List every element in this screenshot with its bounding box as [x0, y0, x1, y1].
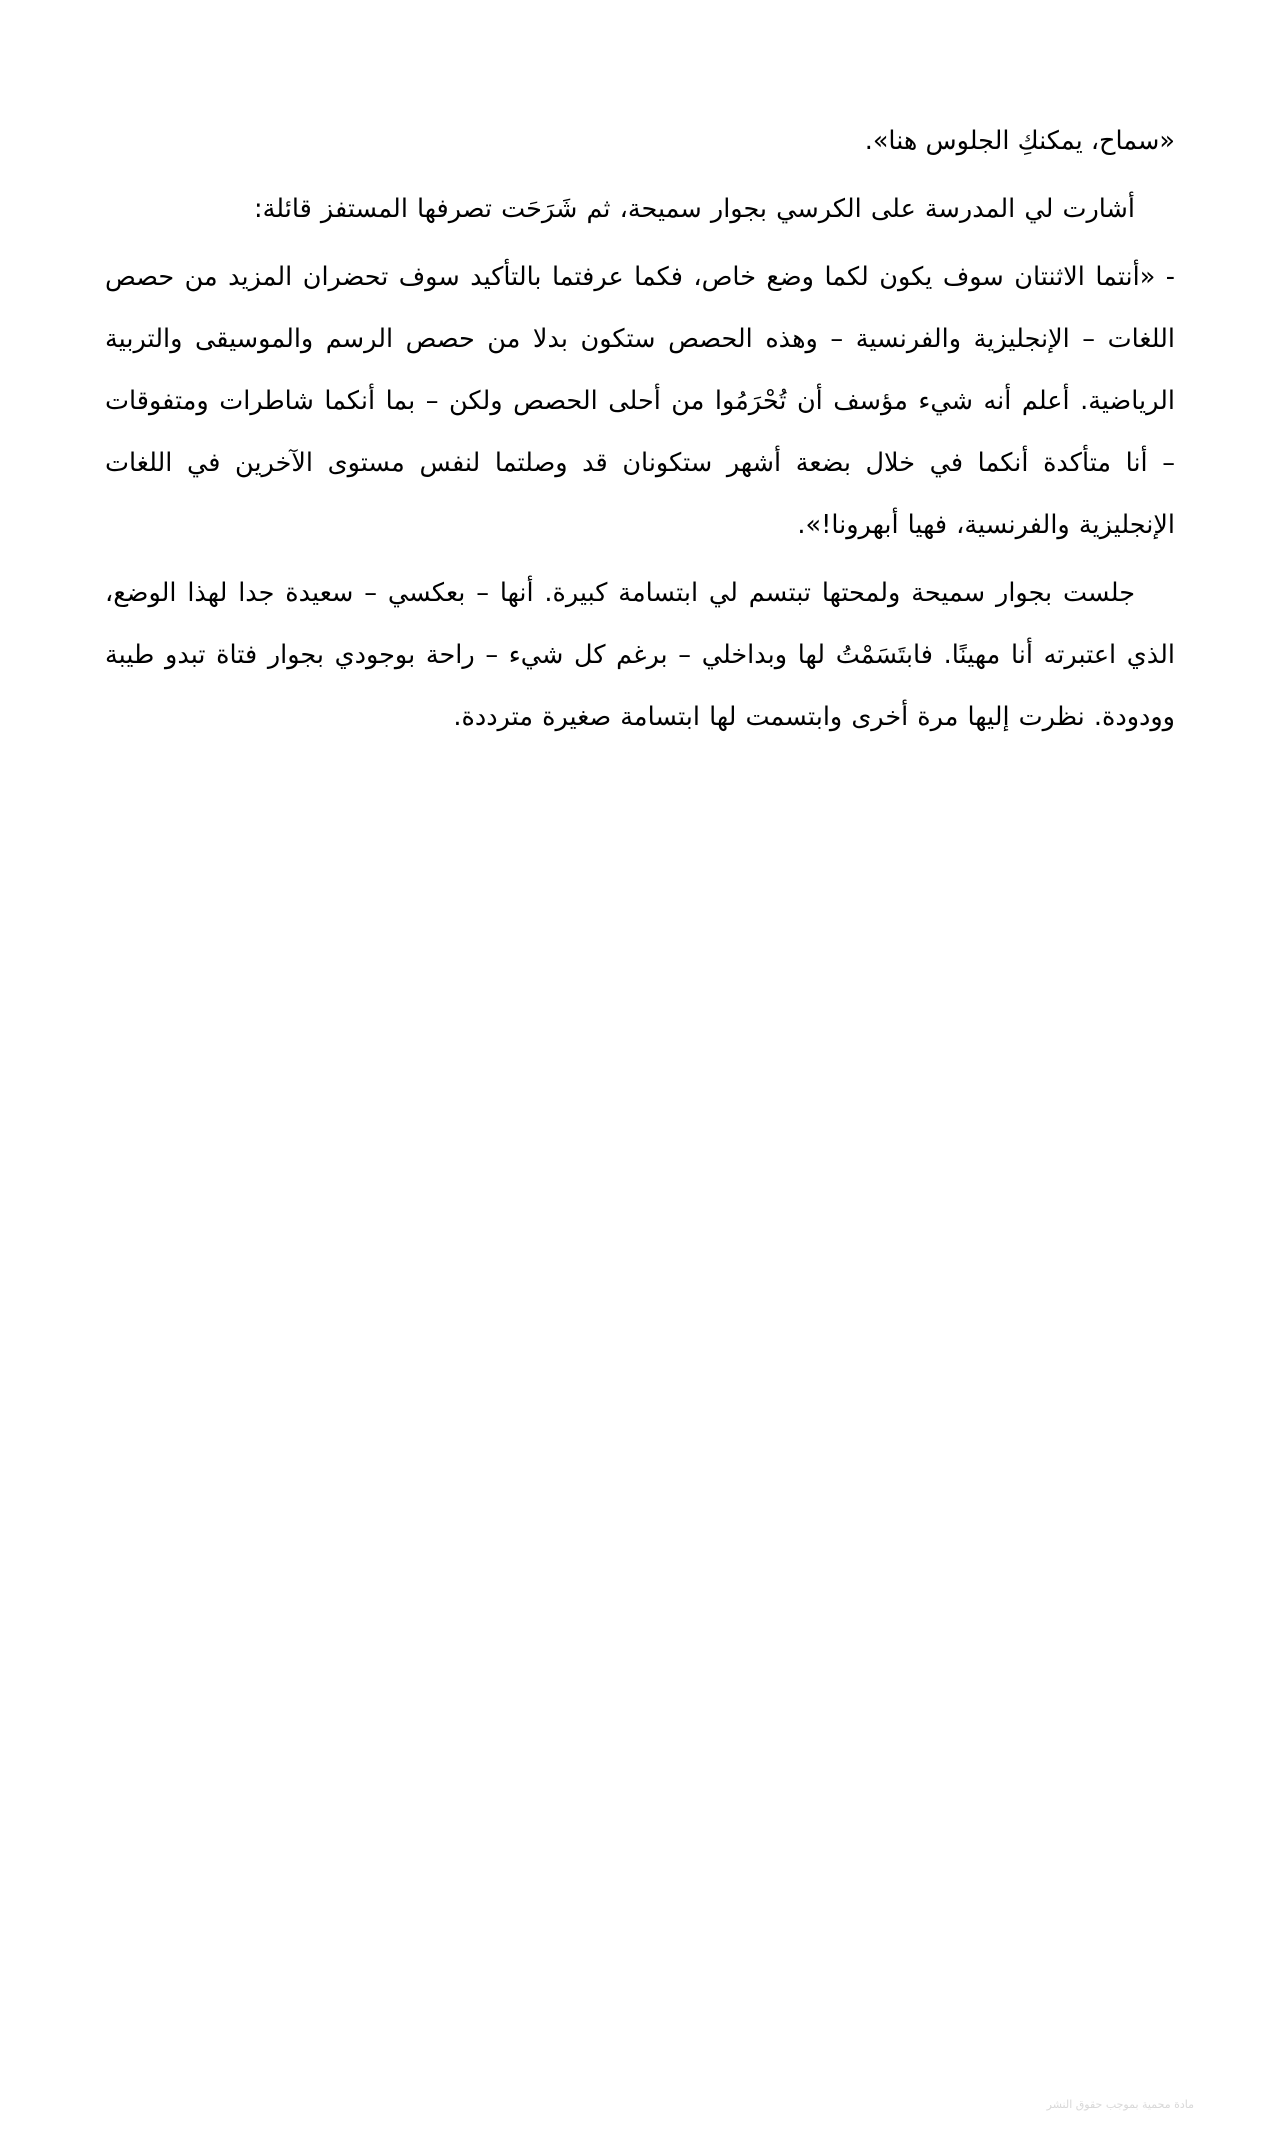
paragraph-narration-1: أشارت لي المدرسة على الكرسي بجوار سميحة، ثم شَرَحَت تصرفها المستفز قائلة:: [254, 194, 1135, 224]
paragraph-opening-quote: «سماح، يمكنكِ الجلوس هنا».: [864, 126, 1175, 156]
paragraph-narration-2: جلست بجوار سميحة ولمحتها تبتسم لي ابتسامة كبيرة. أنها – بعكسي – سعيدة جدا لهذا الوضع، الذي اعتبرته أنا مهينًا. فابتَسَمْتُ لها وبداخلي – برغم كل شيء – راحة بوجودي بجوار فتاة تبدو طيبة وودودة. نظرت إليها مرة أخرى وابتسمت لها ابتسامة صغيرة مترددة.: [105, 578, 1175, 732]
document-body: [105, 112, 1175, 754]
copyright-watermark: مادة محمية بموجب حقوق النشر: [1046, 2098, 1194, 2111]
paragraph-speech-1: - «أنتما الاثنتان سوف يكون لكما وضع خاص، فكما عرفتما بالتأكيد سوف تحضران المزيد من حصص اللغات – الإنجليزية والفرنسية – وهذه الحصص ستكون بدلا من حصص الرسم والموسيقى والتربية الرياضية. أعلم أنه شيء مؤسف أن تُحْرَمُوا من أحلى الحصص ولكن – بما أنكما شاطرات ومتفوقات – أنا متأكدة أنكما في خلال بضعة أشهر ستكونان قد وصلتما لنفس مستوى الآخرين في اللغات الإنجليزية والفرنسية، فهيا أبهرونا!».: [105, 262, 1175, 540]
